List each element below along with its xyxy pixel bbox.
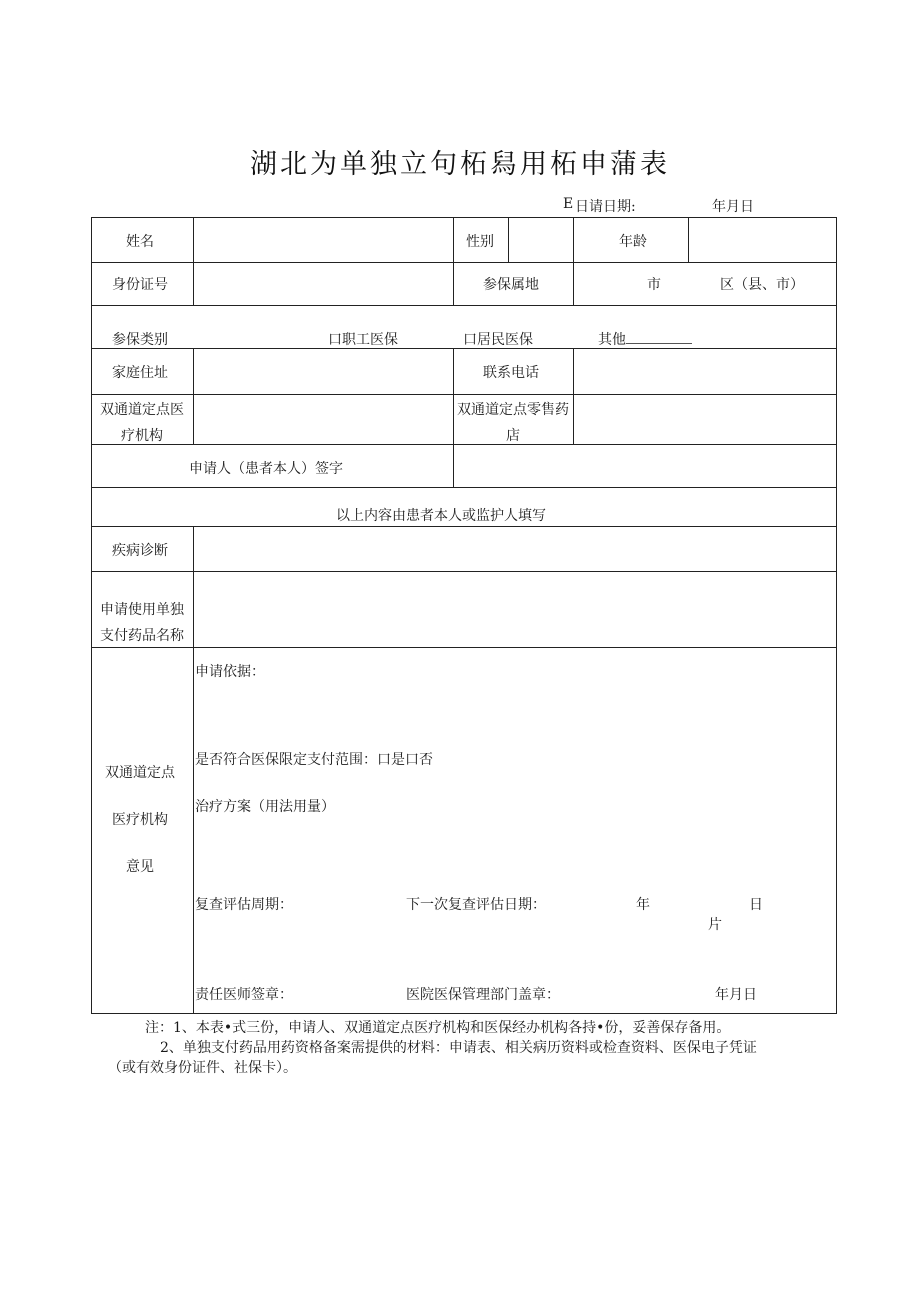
opinion-label-line3: 意见 xyxy=(126,859,154,875)
other-insurance-option: 其他 xyxy=(598,329,692,349)
district-label: 区（县、市） xyxy=(720,277,804,293)
id-number-label: 身份证号 xyxy=(112,277,168,293)
review-cycle-label: 复查评估周期： xyxy=(195,897,293,913)
city-label: 市 xyxy=(647,277,661,293)
apply-date-label: 日请日期: xyxy=(575,199,636,215)
gender-label: 性别 xyxy=(466,234,494,250)
opinion-date: 年月日 xyxy=(715,987,757,1003)
apply-date-suffix: 年月日 xyxy=(712,199,754,215)
note-line-1: 注：1、本表•式三份，申请人、双通道定点医疗机构和医保经办机构各持•份，妥善保存备用。 xyxy=(145,1020,731,1036)
insurance-type-label: 参保类别 xyxy=(112,332,168,348)
phone-label: 联系电话 xyxy=(483,365,539,381)
other-blank-line xyxy=(626,331,692,344)
fill-instruction: 以上内容由患者本人或监护人填写 xyxy=(336,508,546,524)
designated-pharmacy-label: 双通道定点零售药店 xyxy=(457,402,569,444)
apply-date-prefix: E xyxy=(563,196,574,212)
doctor-signature-label: 责任医师签章： xyxy=(195,987,293,1003)
next-review-month: 片 xyxy=(708,917,722,933)
application-basis-label: 申请依据： xyxy=(195,664,265,680)
applicant-signature-label: 申请人（患者本人）签字 xyxy=(189,461,343,477)
next-review-day: 日 xyxy=(749,897,763,913)
opinion-label-line2: 医疗机构 xyxy=(112,812,168,828)
age-label: 年龄 xyxy=(619,234,647,250)
next-review-year: 年 xyxy=(636,897,650,913)
next-review-date-label: 下一次复查评估日期： xyxy=(406,897,546,913)
address-label: 家庭住址 xyxy=(112,365,168,381)
page-title: 湖北为单独立句柘舄用柘申蒲表 xyxy=(250,149,670,180)
department-seal-label: 医院医保管理部门盖章： xyxy=(406,987,560,1003)
resident-insurance-option: 口居民医保 xyxy=(463,332,533,348)
opinion-label-line1: 双通道定点 xyxy=(105,765,175,781)
employee-insurance-option: 口职工医保 xyxy=(328,332,398,348)
diagnosis-label: 疾病诊断 xyxy=(112,543,168,559)
note-line-2: 2、单独支付药品用药资格备案需提供的材料：申请表、相关病历资料或检查资料、医保电子凭证 xyxy=(160,1040,757,1056)
insured-place-label: 参保属地 xyxy=(483,277,539,293)
designated-institution-label: 双通道定点医疗机构 xyxy=(100,402,184,444)
drug-name-label: 申请使用单独支付药品名称 xyxy=(100,602,184,644)
name-label: 姓名 xyxy=(126,234,154,250)
treatment-plan-label: 治疗方案（用法用量） xyxy=(195,799,335,815)
note-line-3: （或有效身份证件、社保卡）。 xyxy=(108,1060,297,1076)
payment-scope-question: 是否符合医保限定支付范围：口是口否 xyxy=(195,752,433,768)
